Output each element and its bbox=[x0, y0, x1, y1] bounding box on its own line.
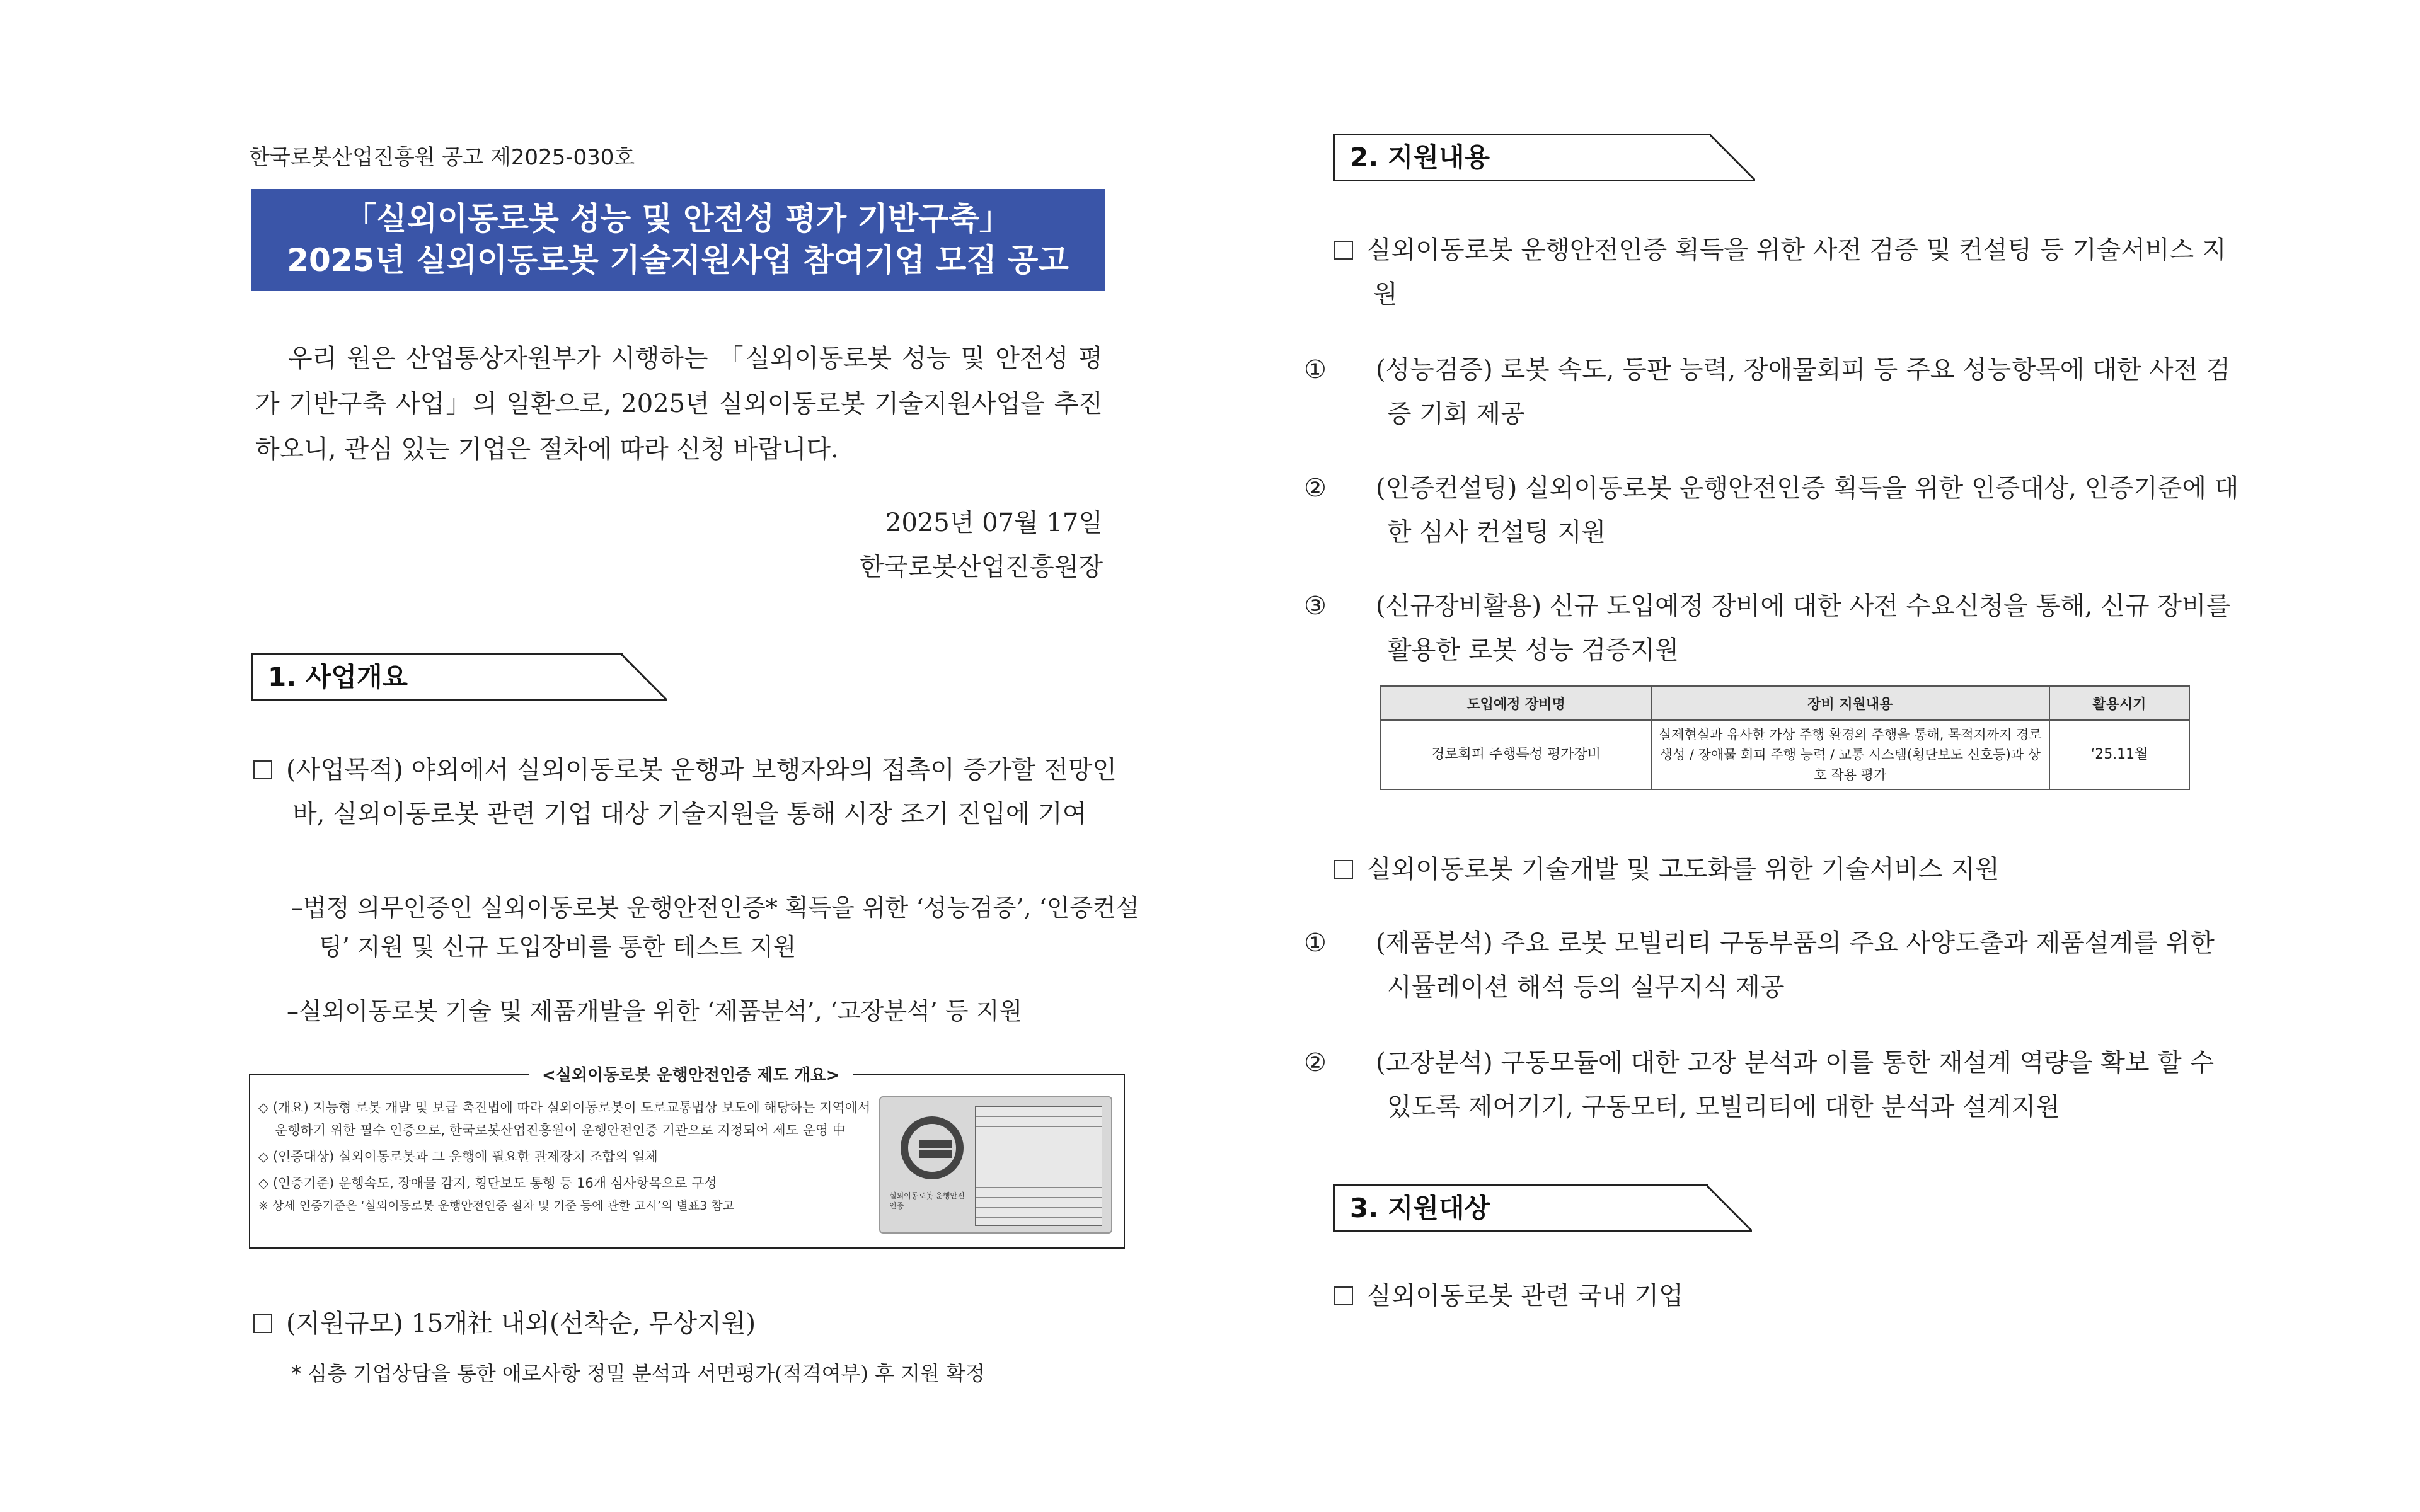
section-tab-corner bbox=[1710, 134, 1755, 181]
section-3-title: 3. 지원대상 bbox=[1333, 1184, 1708, 1232]
section-3-item-1: 실외이동로봇 관련 국내 기업 bbox=[1334, 1274, 2237, 1318]
section-3-header bbox=[1333, 1184, 1752, 1232]
table-header: 도입예정 장비명 bbox=[1381, 686, 1651, 720]
notice-date: 2025년 07월 17일 bbox=[885, 508, 1103, 537]
equipment-table bbox=[1380, 685, 2190, 790]
table-header: 장비 지원내용 bbox=[1651, 686, 2049, 720]
section-tab-corner bbox=[621, 653, 667, 701]
section-2-sub-4: ① (제품분석) 주요 로봇 모빌리티 구동부품의 주요 사양도출과 제품설계를 위한 시뮬레이션 해석 등의 실무지식 제공 bbox=[1304, 929, 2215, 1002]
banner-line-1: 「실외이동로봇 성능 및 안전성 평가 기반구축」 bbox=[345, 200, 1011, 237]
table-row bbox=[1381, 720, 2189, 789]
notice-number: 한국로봇산업진흥원 공고 제2025-030호 bbox=[249, 145, 635, 170]
section-1-purpose: (사업목적) 야외에서 실외이동로봇 운행과 보행자와의 접촉이 증가할 전망인 바, 실외이동로봇 관련 기업 대상 기술지원을 통해 시장 조기 진입에 기여 bbox=[253, 748, 1153, 836]
section-2-sub-5: ② (고장분석) 구동모듈에 대한 고장 분석과 이를 통한 재설계 역량을 확보 할 수 있도록 제어기기, 구동모터, 모빌리티에 대한 분석과 설계지원 bbox=[1304, 1048, 2215, 1121]
section-2-sub-3: ③ (신규장비활용) 신규 도입예정 장비에 대한 사전 수요신청을 통해, 신규 장비를 활용한 로봇 성능 검증지원 bbox=[1304, 592, 2231, 665]
checkbox-square-icon bbox=[1334, 860, 1353, 879]
certification-logo-icon bbox=[894, 1110, 970, 1186]
issuer-name: 한국로봇산업진흥원장 bbox=[859, 553, 1103, 581]
table-cell: 실제현실과 유사한 가상 주행 환경의 주행을 통해, 목적지까지 경로 생성 / 장애물 회피 주행 능력 / 교통 시스템(횡단보도 신호등)과 상호 작용 평가 bbox=[1651, 720, 2049, 789]
certification-card-image bbox=[879, 1096, 1112, 1234]
checkbox-square-icon bbox=[1334, 241, 1353, 260]
section-1-scale-note: * 심층 기업상담을 통한 애로사항 정밀 분석과 서면평가(적격여부) 후 지원 확정 bbox=[291, 1361, 985, 1385]
section-2-sub-2: ② (인증컨설팅) 실외이동로봇 운행안전인증 획득을 위한 인증대상, 인증기준에 대한 심사 컨설팅 지원 bbox=[1304, 474, 2239, 547]
section-2-item-2: 실외이동로봇 기술개발 및 고도화를 위한 기술서비스 지원 bbox=[1334, 847, 2237, 891]
section-tab-corner bbox=[1707, 1184, 1752, 1232]
purpose-bullet-2: –실외이동로봇 기술 및 제품개발을 위한 ‘제품분석’, ‘고장분석’ 등 지원 bbox=[287, 997, 1023, 1025]
checkbox-square-icon bbox=[1334, 1286, 1353, 1305]
card-label: 실외이동로봇 운행안전인증 bbox=[889, 1191, 965, 1210]
banner-line-2: 2025년 실외이동로봇 기술지원사업 참여기업 모집 공고 bbox=[287, 242, 1069, 278]
certification-box-title: <실외이동로봇 운행안전인증 제도 개요> bbox=[529, 1062, 853, 1085]
card-grid bbox=[975, 1106, 1102, 1226]
box-item: ◇ (인증대상) 실외이동로봇과 그 운행에 필요한 관제장치 조합의 일체 bbox=[258, 1149, 658, 1164]
section-2-item-1: 실외이동로봇 운행안전인증 획득을 위한 사전 검증 및 컨설팅 등 기술서비스 지원 bbox=[1334, 228, 2237, 316]
table-header-row bbox=[1381, 686, 2189, 720]
box-item: ◇ (개요) 지능형 로봇 개발 및 보급 촉진법에 따라 실외이동로봇이 도로교통법상 보도에 해당하는 지역에서 운행하기 위한 필수 인증으로, 한국로봇산업진흥원이 운행안전인증 기관으로 지정되어 제도 운영 中 bbox=[258, 1100, 871, 1138]
section-2-title: 2. 지원내용 bbox=[1333, 134, 1711, 181]
checkbox-square-icon bbox=[253, 760, 272, 779]
section-1-header bbox=[251, 653, 667, 701]
checkbox-square-icon bbox=[253, 1314, 272, 1333]
certification-box-text bbox=[258, 1096, 876, 1217]
box-item: ※ 상세 인증기준은 ‘실외이동로봇 운행안전인증 절차 및 기준 등에 관한 고시’의 별표3 참고 bbox=[258, 1199, 734, 1213]
section-2-sub-1: ① (성능검증) 로봇 속도, 등판 능력, 장애물회피 등 주요 성능항목에 대한 사전 검증 기회 제공 bbox=[1304, 355, 2230, 428]
section-1-title: 1. 사업개요 bbox=[251, 653, 623, 701]
table-header: 활용시기 bbox=[2049, 686, 2189, 720]
table-cell: 경로회피 주행특성 평가장비 bbox=[1381, 720, 1651, 789]
title-banner bbox=[251, 189, 1105, 291]
section-2-header bbox=[1333, 134, 1755, 181]
box-item: ◇ (인증기준) 운행속도, 장애물 감지, 횡단보도 통행 등 16개 심사항목으로 구성 bbox=[258, 1176, 717, 1191]
table-cell: ‘25.11월 bbox=[2049, 720, 2189, 789]
purpose-bullet-1: –법정 의무인증인 실외이동로봇 운행안전인증* 획득을 위한 ‘성능검증’, ‘인증컨설팅’ 지원 및 신규 도입장비를 통한 테스트 지원 bbox=[291, 894, 1139, 961]
section-1-scale: (지원규모) 15개社 내외(선착순, 무상지원) bbox=[253, 1302, 1114, 1346]
intro-paragraph: 우리 원은 산업통상자원부가 시행하는 「실외이동로봇 성능 및 안전성 평가 기반구축 사업」의 일환으로, 2025년 실외이동로봇 기술지원사업을 추진하오니, 관심 있는 기업은 절차에 따라 신청 바랍니다. bbox=[255, 344, 1103, 464]
